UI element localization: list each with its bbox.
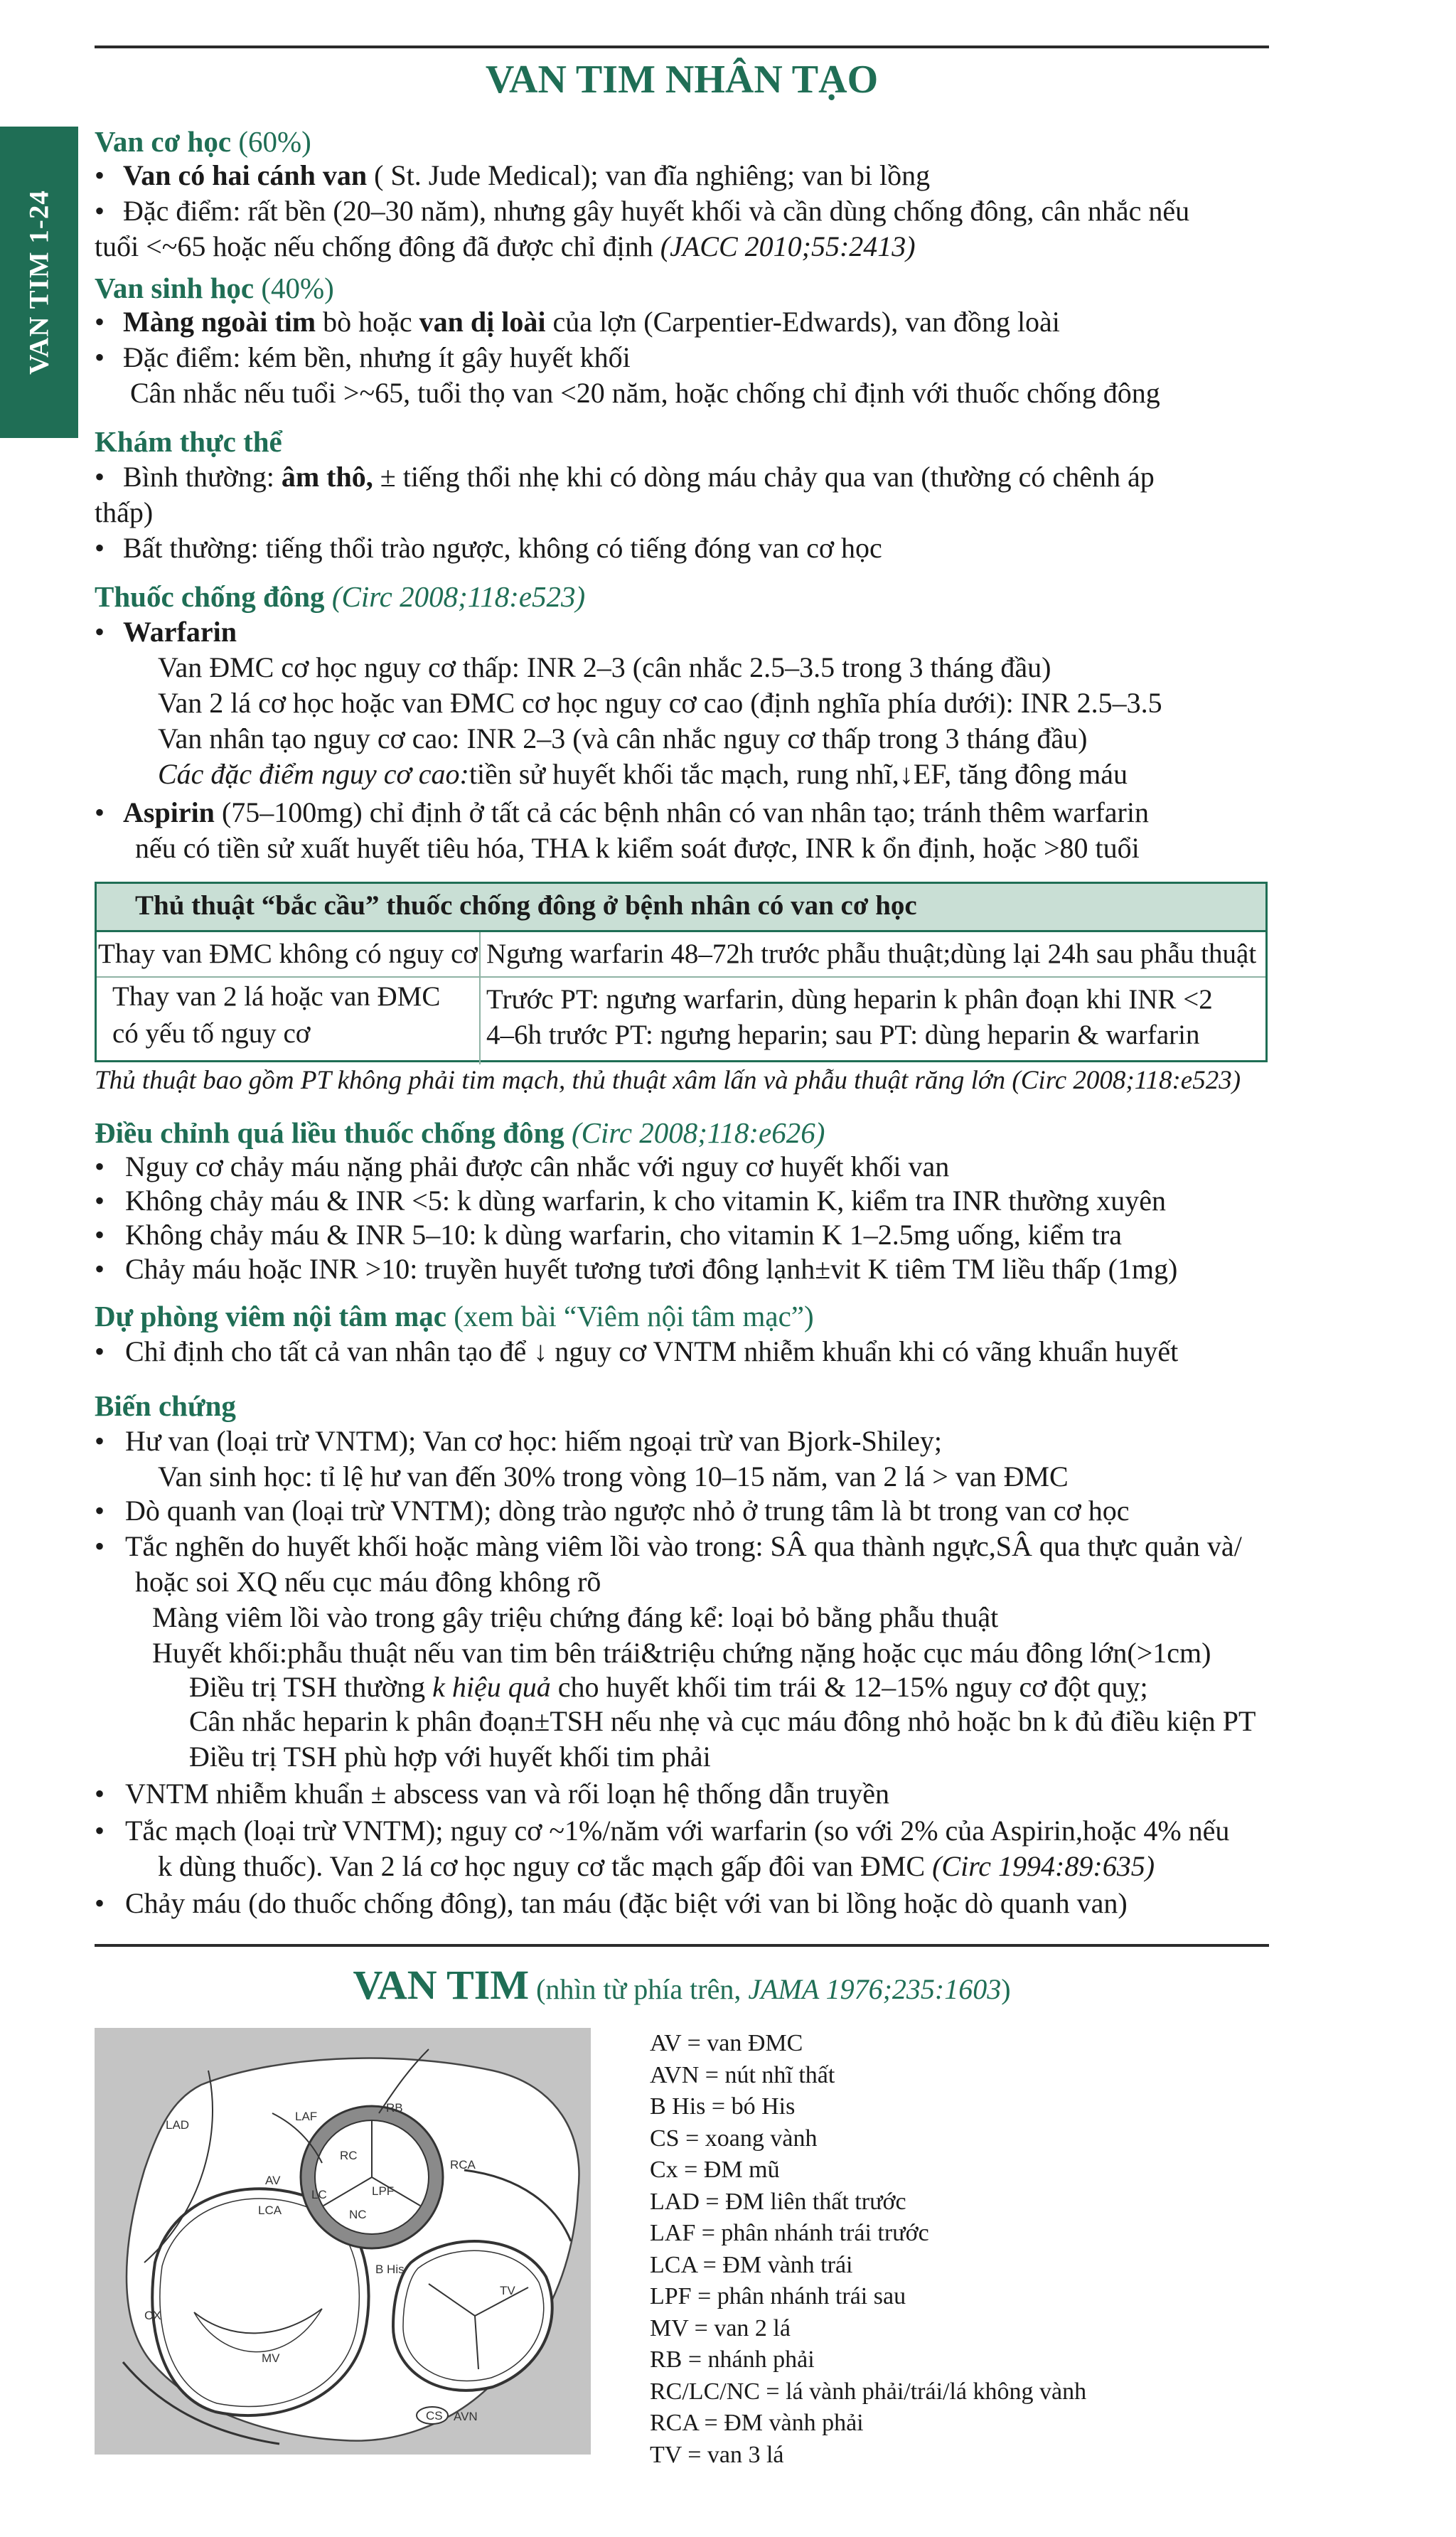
comp-item-3-sub-1: Màng viêm lồi vào trong gây triệu chứng đáng kể: loại bỏ bằng phẫu thuật (152, 1601, 999, 1633)
bullet: • (95, 461, 105, 493)
comp-item-3-sub-3: Điều trị TSH thường k hiệu quả cho huyết khối tim trái & 12–15% nguy cơ đột quỵ; (189, 1671, 1148, 1703)
comp-item-3-sub-4: Cân nhắc heparin k phân đoạn±TSH nếu nhẹ và cục máu đông nhỏ hoặc bn k đủ điều kiện PT (189, 1705, 1256, 1737)
exam-item-1: Bình thường: âm thô, ± tiếng thổi nhẹ khi có dòng máu chảy qua van (thường có chênh áp (123, 461, 1155, 493)
bullet: • (95, 1530, 105, 1562)
comp-item-3: Tắc nghẽn do huyết khối hoặc màng viêm lồi vào trong: SÂ qua thành ngực,SÂ qua thực quản và/ (125, 1530, 1242, 1562)
diagram-label: LC (311, 2188, 327, 2201)
mech-item-2-cont: tuổi <~65 hoặc nếu chống đông đã được chỉ định (JACC 2010;55:2413) (95, 230, 916, 262)
warfarin-line-2: Van 2 lá cơ học hoặc van ĐMC cơ học nguy cơ cao (định nghĩa phía dưới): INR 2.5–3.5 (158, 687, 1162, 719)
heart-valves-diagram (95, 2028, 591, 2455)
mech-item-1: Van có hai cánh van ( St. Jude Medical); van đĩa nghiêng; van bi lồng (123, 159, 931, 191)
legend-item: Cx = ĐM mũ (650, 2157, 780, 2183)
comp-item-6: Chảy máu (do thuốc chống đông), tan máu (đặc biệt với van bi lồng hoặc dò quanh van) (125, 1887, 1128, 1919)
bullet: • (95, 1887, 105, 1919)
overdose-item-1: Nguy cơ chảy máu nặng phải được cân nhắc với nguy cơ huyết khối van (125, 1150, 950, 1182)
legend-item: MV = van 2 lá (650, 2314, 791, 2341)
legend-item: RB = nhánh phải (650, 2346, 815, 2373)
top-rule (95, 46, 1269, 48)
bullet: • (95, 796, 105, 828)
table-note: Thủ thuật bao gồm PT không phải tim mạch, thủ thuật xâm lấn và phẫu thuật răng lớn (Circ 2008;118:e523) (95, 1066, 1241, 1095)
diagram-label: B His (375, 2263, 405, 2276)
legend-item: LCA = ĐM vành trái (650, 2251, 853, 2278)
bullet: • (95, 1219, 105, 1251)
warfarin-line-4: Các đặc điểm nguy cơ cao:tiền sử huyết khối tắc mạch, rung nhĩ,↓EF, tăng đông máu (158, 758, 1128, 790)
mech-item-2: Đặc điểm: rất bền (20–30 năm), nhưng gây huyết khối và cần dùng chống đông, cân nhắc nếu (123, 195, 1190, 227)
comp-item-1: Hư van (loại trừ VNTM); Van cơ học: hiếm ngoại trừ van Bjork-Shiley; (125, 1425, 942, 1457)
heart-valves-svg (95, 2028, 591, 2455)
bio-item-2: Đặc điểm: kém bền, nhưng ít gây huyết khối (123, 341, 631, 373)
bullet: • (95, 1778, 105, 1810)
comp-item-3-sub-2: Huyết khối:phẫu thuật nếu van tim bên trái&triệu chứng nặng hoặc cục máu đông lớn(>1cm) (152, 1637, 1211, 1669)
bullet: • (95, 1335, 105, 1367)
table-cell: 4–6h trước PT: ngưng heparin; sau PT: dùng heparin & warfarin (486, 1020, 1200, 1050)
bullet: • (95, 1150, 105, 1182)
diagram-label: RB (386, 2101, 403, 2115)
bullet: • (95, 195, 105, 227)
aspirin-line-cont: nếu có tiền sử xuất huyết tiêu hóa, THA k kiểm soát được, INR k ổn định, hoặc >80 tuổi (135, 832, 1140, 864)
legend-item: AV = van ĐMC (650, 2030, 803, 2056)
legend-item: RC/LC/NC = lá vành phải/trái/lá không vành (650, 2378, 1087, 2405)
endocarditis-heading: Dự phòng viêm nội tâm mạc (xem bài “Viêm nội tâm mạc”) (95, 1300, 814, 1332)
diagram-label: CX (144, 2309, 161, 2322)
comp-item-5: Tắc mạch (loại trừ VNTM); nguy cơ ~1%/năm với warfarin (so với 2% của Aspirin,hoặc 4% nếu (125, 1815, 1230, 1847)
exam-item-2: Bất thường: tiếng thổi trào ngược, không có tiếng đóng van cơ học (123, 532, 882, 564)
diagram-label: CS (426, 2409, 443, 2423)
diagram-label: RC (340, 2149, 358, 2162)
legend-item: B His = bó His (650, 2093, 796, 2120)
overdose-item-3: Không chảy máu & INR 5–10: k dùng warfarin, cho vitamin K 1–2.5mg uống, kiểm tra (125, 1219, 1122, 1251)
aspirin-line: Aspirin (75–100mg) chỉ định ở tất cả các bệnh nhân có van nhân tạo; tránh thêm warfarin (123, 796, 1149, 828)
page-title: VAN TIM NHÂN TẠO (485, 58, 879, 102)
side-tab (0, 127, 78, 438)
valves-title: VAN TIM (nhìn từ phía trên, JAMA 1976;235:1603) (353, 1962, 1011, 2008)
diagram-label: LPF (372, 2184, 395, 2198)
anticoag-heading: Thuốc chống đông (Circ 2008;118:e523) (95, 580, 586, 613)
table-divider (479, 932, 481, 1064)
overdose-item-2: Không chảy máu & INR <5: k dùng warfarin, k cho vitamin K, kiểm tra INR thường xuyên (125, 1185, 1167, 1217)
diagram-label: LCA (258, 2204, 282, 2217)
comp-item-5-cont: k dùng thuốc). Van 2 lá cơ học nguy cơ tắc mạch gấp đôi van ĐMC (Circ 1994:89:635) (158, 1850, 1155, 1882)
legend-item: CS = xoang vành (650, 2125, 818, 2152)
comp-item-2: Dò quanh van (loại trừ VNTM); dòng trào ngược nhỏ ở trung tâm là bt trong van cơ học (125, 1495, 1130, 1527)
section-rule (95, 1944, 1269, 1947)
table-cell: có yếu tố nguy cơ (112, 1018, 311, 1049)
valve-legend (650, 2028, 1086, 2471)
table-cell: Thay van 2 lá hoặc van ĐMC (112, 981, 441, 1012)
bio-item-1: Màng ngoài tim bò hoặc van dị loài của lợn (Carpentier-Edwards), van đồng loài (123, 306, 1060, 338)
legend-item: LPF = phân nhánh trái sau (650, 2283, 906, 2309)
bullet: • (95, 1425, 105, 1457)
bullet: • (95, 1185, 105, 1217)
bullet: • (95, 341, 105, 373)
overdose-item-4: Chảy máu hoặc INR >10: truyền huyết tương tươi đông lạnh±vit K tiêm TM liều thấp (1mg) (125, 1253, 1178, 1285)
diagram-label: RCA (450, 2158, 476, 2172)
table-cell: Trước PT: ngưng warfarin, dùng heparin k phân đoạn khi INR <2 (486, 984, 1213, 1015)
bullet: • (95, 532, 105, 564)
exam-heading: Khám thực thể (95, 425, 282, 458)
exam-item-1-cont: thấp) (95, 496, 154, 528)
complications-heading: Biến chứng (95, 1389, 236, 1422)
table-cell: Thay van ĐMC không có nguy cơ (98, 939, 478, 969)
legend-item: AVN = nút nhĩ thất (650, 2061, 835, 2088)
table-header: Thủ thuật “bắc cầu” thuốc chống đông ở bệnh nhân có van cơ học (97, 884, 1265, 932)
diagram-label: MV (262, 2351, 280, 2365)
legend-item: LAD = ĐM liên thất trước (650, 2188, 906, 2215)
bullet: • (95, 159, 105, 191)
mech-heading: Van cơ học (60%) (95, 125, 311, 158)
table-cell: Ngưng warfarin 48–72h trước phẫu thuật;dùng lại 24h sau phẫu thuật (486, 939, 1257, 969)
side-tab-label: VAN TIM 1-24 (23, 190, 55, 375)
bio-heading: Van sinh học (40%) (95, 272, 334, 304)
comp-item-1-cont: Van sinh học: tỉ lệ hư van đến 30% trong vòng 10–15 năm, van 2 lá > van ĐMC (158, 1460, 1069, 1492)
warfarin-line-3: Van nhân tạo nguy cơ cao: INR 2–3 (và cân nhắc nguy cơ thấp trong 3 tháng đầu) (158, 722, 1088, 754)
diagram-label: NC (349, 2208, 367, 2221)
diagram-label: AVN (454, 2410, 478, 2423)
bullet: • (95, 616, 105, 648)
diagram-label: LAF (295, 2110, 318, 2123)
comp-item-3-sub-5: Điều trị TSH phù hợp với huyết khối tim phải (189, 1741, 711, 1773)
legend-item: RCA = ĐM vành phải (650, 2410, 864, 2436)
diagram-label: LAD (166, 2118, 190, 2132)
warfarin-label: Warfarin (123, 616, 237, 648)
bullet: • (95, 1495, 105, 1527)
diagram-label: AV (265, 2174, 281, 2187)
legend-item: TV = van 3 lá (650, 2441, 784, 2468)
bridging-table (95, 882, 1268, 1062)
bullet: • (95, 1815, 105, 1847)
overdose-heading: Điều chỉnh quá liều thuốc chống đông (Circ 2008;118:e626) (95, 1116, 825, 1149)
bio-item-2-cont: Cân nhắc nếu tuổi >~65, tuổi thọ van <20 năm, hoặc chống chỉ định với thuốc chống đông (130, 377, 1160, 409)
legend-item: LAF = phân nhánh trái trước (650, 2220, 929, 2246)
endocarditis-item-1: Chỉ định cho tất cả van nhân tạo để ↓ nguy cơ VNTM nhiễm khuẩn khi có vãng khuẩn huyết (125, 1335, 1179, 1367)
bullet: • (95, 306, 105, 338)
bullet: • (95, 1253, 105, 1285)
comp-item-3-cont: hoặc soi XQ nếu cục máu đông không rõ (135, 1566, 601, 1598)
diagram-label: TV (500, 2284, 515, 2297)
comp-item-4: VNTM nhiễm khuẩn ± abscess van và rối loạn hệ thống dẫn truyền (125, 1778, 890, 1810)
warfarin-line-1: Van ĐMC cơ học nguy cơ thấp: INR 2–3 (cân nhắc 2.5–3.5 trong 3 tháng đầu) (158, 651, 1051, 683)
